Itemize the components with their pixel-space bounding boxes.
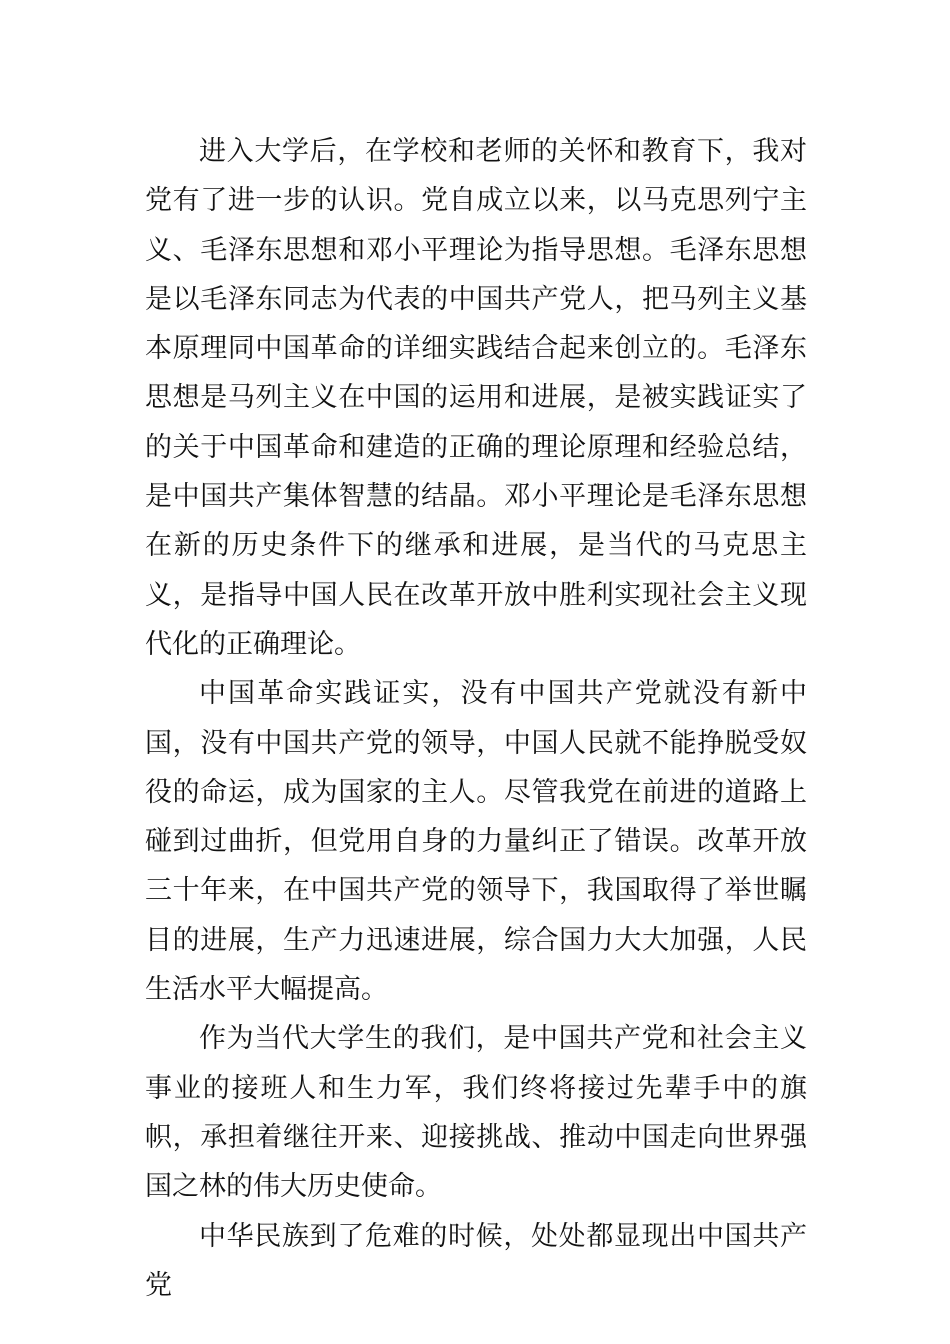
paragraph-4: 中华民族到了危难的时候，处处都显现出中国共产党 [145, 1220, 807, 1301]
paragraph-3: 作为当代大学生的我们，是中国共产党和社会主义事业的接班人和生力军，我们终将接过先辈手中的旗帜，承担着继往开来、迎接挑战、推动中国走向世界强国之林的伟大历史使命。 [145, 1023, 807, 1203]
paragraph-1: 进入大学后，在学校和老师的关怀和教育下，我对党有了进一步的认识。党自成立以来，以马克思列宁主义、毛泽东思想和邓小平理论为指导思想。毛泽东思想是以毛泽东同志为代表的中国共产党人，把马列主义基本原理同中国革命的详细实践结合起来创立的。毛泽东思想是马列主义在中国的运用和进展，是被实践证实了的关于中国革命和建造的正确的理论原理和经验总结，是中国共产集体智慧的结晶。邓小平理论是毛泽东思想在新的历史条件下的继承和进展，是当代的马克思主义，是指导中国人民在改革开放中胜利实现社会主义现代化的正确理论。 [145, 136, 807, 660]
paragraph-2: 中国革命实践证实，没有中国共产党就没有新中国，没有中国共产党的领导，中国人民就不能挣脱受奴役的命运，成为国家的主人。尽管我党在前进的道路上碰到过曲折，但党用自身的力量纠正了错误。改革开放三十年来，在中国共产党的领导下，我国取得了举世瞩目的进展，生产力迅速进展，综合国力大大加强，人民生活水平大幅提高。 [145, 678, 807, 1006]
document-body [145, 127, 807, 1310]
